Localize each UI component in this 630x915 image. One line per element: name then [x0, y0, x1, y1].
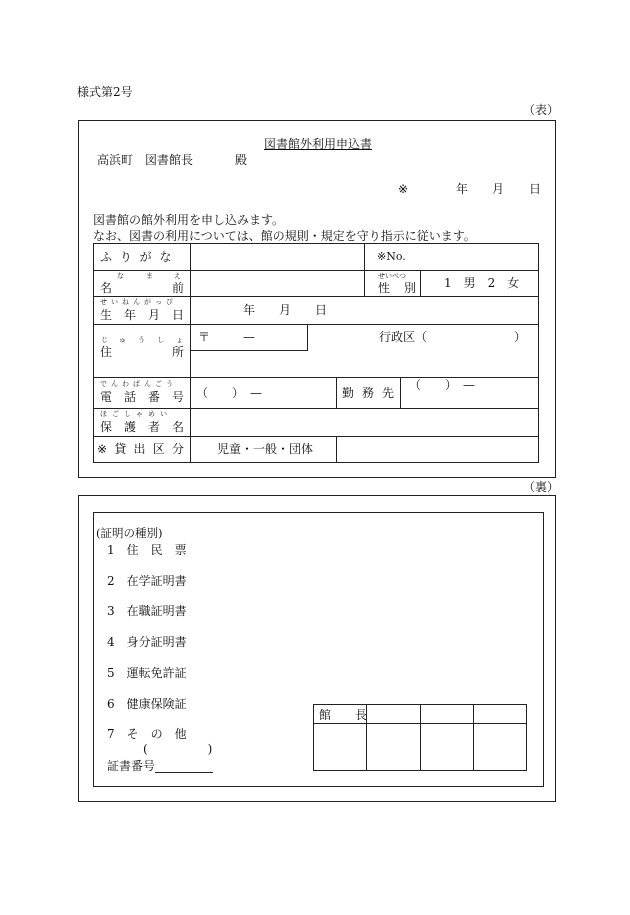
- dob-label: [100, 309, 184, 321]
- dob-ruby: せいねんがっぴ: [100, 298, 177, 306]
- date-mark: ※: [398, 182, 409, 196]
- name-ruby: ま: [146, 272, 153, 280]
- gender-label: 性: [378, 281, 391, 295]
- stamp-grid-column-divider: [473, 704, 474, 771]
- back-side-marker: （裏）: [523, 480, 560, 494]
- dob-year: 年: [243, 303, 256, 317]
- name-label: 名: [100, 281, 113, 295]
- honorific: 殿: [235, 153, 248, 167]
- workplace-label-char: 先: [381, 386, 394, 400]
- lending-category-char: ※: [97, 442, 108, 456]
- certificate-number-line: [155, 772, 213, 773]
- dob-label-char: 日: [171, 308, 184, 322]
- date-year-label: 年: [456, 182, 469, 196]
- name-label: 前: [172, 281, 185, 295]
- number-label: ※No.: [377, 250, 406, 263]
- guardian-label: [100, 421, 184, 433]
- name-ruby: な: [117, 272, 124, 280]
- gender-column-divider: [420, 270, 421, 296]
- dob-day: 日: [315, 303, 328, 317]
- guardian-label-char: 名: [171, 420, 184, 434]
- intro-text-line1: 図書館の館外利用を申し込みます。: [93, 213, 285, 227]
- guardian-ruby: ほごしゃめい: [100, 410, 172, 418]
- address-label: 住: [100, 345, 113, 359]
- category-divider: [336, 436, 337, 463]
- dob-label-char: 年: [123, 308, 136, 322]
- address-ruby: ゅ: [119, 336, 126, 344]
- number-column-divider: [364, 243, 365, 296]
- workplace-label-char: 務: [361, 386, 374, 400]
- postal-dash: —: [243, 330, 255, 344]
- address-ruby: う: [138, 336, 145, 344]
- row-divider: [93, 296, 539, 297]
- lending-category-char: 分: [171, 442, 184, 456]
- list-item: 3 在職証明書: [107, 604, 187, 618]
- form-number: 様式第2号: [77, 85, 133, 99]
- phone-label-char: 号: [171, 390, 184, 404]
- postal-box-right: [307, 324, 308, 351]
- furigana-label: ふ り が な: [100, 250, 174, 264]
- row-divider: [93, 436, 539, 437]
- lending-category-char: 区: [152, 442, 165, 456]
- front-side-marker: （表）: [523, 103, 560, 117]
- postal-mark: 〒: [198, 330, 211, 344]
- addressee: 高浜町 図書館長: [97, 153, 194, 167]
- form-title: 図書館外利用申込書: [264, 137, 373, 151]
- lending-category-char: 出: [133, 442, 146, 456]
- guardian-label-char: 護: [123, 420, 136, 434]
- date-month-label: 月: [492, 182, 505, 196]
- list-item: 6 健康保険証: [107, 697, 187, 711]
- ward-label: 行政区（: [379, 330, 428, 344]
- phone-ruby: でんわばんごう: [100, 380, 177, 388]
- row-divider: [93, 270, 539, 271]
- lending-category-label: [97, 443, 184, 455]
- row-divider: [93, 408, 539, 409]
- list-item: 2 在学証明書: [107, 574, 187, 588]
- workplace-label-char: 勤: [342, 386, 355, 400]
- phone-format: （ ） —: [196, 386, 263, 400]
- director-label: 館 長: [319, 708, 368, 722]
- stamp-grid-column-divider: [420, 704, 421, 771]
- lending-category-char: 貸: [114, 442, 127, 456]
- date-day-label: 日: [529, 182, 542, 196]
- phone-label: [100, 391, 184, 403]
- address-ruby: し: [157, 336, 164, 344]
- guardian-label-char: 者: [147, 420, 160, 434]
- ward-close: ）: [514, 330, 527, 344]
- phone-label-char: 番: [147, 390, 160, 404]
- phone-label-char: 電: [100, 390, 113, 404]
- dob-label-char: 月: [147, 308, 160, 322]
- address-label: 所: [172, 345, 185, 359]
- lending-category-options: 児童・一般・団体: [217, 442, 314, 456]
- address-ruby: ょ: [176, 336, 183, 344]
- gender-ruby: せいべつ: [378, 272, 406, 280]
- workplace-divider: [400, 377, 401, 408]
- label-column-divider: [190, 243, 191, 463]
- workplace-divider: [336, 377, 337, 408]
- gender-label: 別: [404, 281, 417, 295]
- guardian-label-char: 保: [100, 420, 113, 434]
- workplace-phone-format: （ ） —: [409, 378, 476, 392]
- certificate-number-label: 証書番号: [107, 759, 156, 773]
- list-item: 4 身分証明書: [107, 635, 187, 649]
- dob-month: 月: [279, 303, 292, 317]
- list-item: 7 そ の 他: [107, 727, 187, 741]
- list-item: 1 住 民 票: [107, 543, 187, 557]
- workplace-label: [342, 387, 394, 399]
- other-parentheses: ( ): [143, 742, 213, 756]
- certificate-type-heading: (証明の種別): [96, 526, 163, 540]
- dob-label-char: 生: [100, 308, 113, 322]
- row-divider: [93, 324, 539, 325]
- gender-options: 1 男 2 女: [444, 276, 520, 290]
- address-ruby: じ: [101, 336, 108, 344]
- phone-label-char: 話: [123, 390, 136, 404]
- list-item: 5 運転免許証: [107, 666, 187, 680]
- intro-text-line2: なお、図書の利用については、館の規則・規定を守り指示に従います。: [93, 229, 476, 243]
- name-ruby: え: [174, 272, 181, 280]
- postal-box-bottom: [190, 350, 307, 351]
